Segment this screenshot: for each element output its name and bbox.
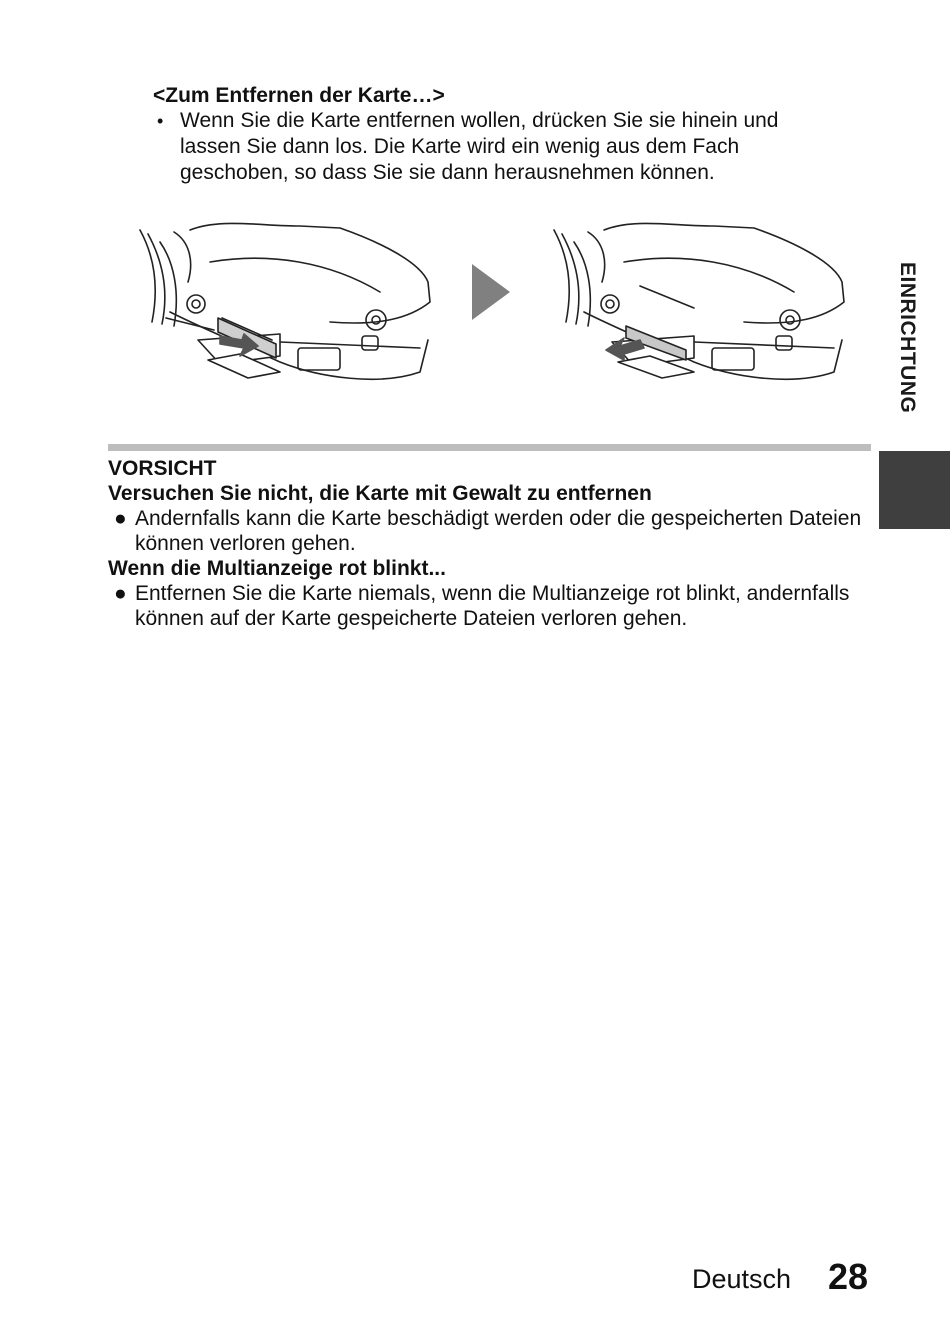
chapter-tab-marker xyxy=(879,451,950,529)
caution-item-heading: Wenn die Multianzeige rot blinkt... xyxy=(108,557,446,580)
camera-card-pushed-drawing xyxy=(140,223,430,379)
bullet-marker: ● xyxy=(114,582,127,605)
bullet-marker: ● xyxy=(114,507,127,530)
caution-item-heading: Versuchen Sie nicht, die Karte mit Gewalt zu entfernen xyxy=(108,482,652,505)
caution-title: VORSICHT xyxy=(108,457,217,480)
caution-box xyxy=(108,456,868,631)
footer-language: Deutsch xyxy=(692,1264,792,1294)
caution-item-text: Andernfalls kann die Karte beschädigt werden oder die gespeicherten Dateien können verloren gehen. xyxy=(135,507,862,555)
removal-instruction-text: Wenn Sie die Karte entfernen wollen, drücken Sie sie hinein und lassen Sie dann los. Die Karte wird ein wenig aus dem Fach geschoben, so dass Sie sie dann herausnehmen können. xyxy=(180,109,779,184)
removal-instruction xyxy=(157,108,840,186)
caution-item-bullet xyxy=(108,581,868,631)
caution-item-bullet xyxy=(108,506,868,556)
next-step-arrow-icon xyxy=(472,264,510,320)
card-removal-illustration xyxy=(130,222,860,394)
bullet-marker: • xyxy=(157,111,164,131)
caution-item-text: Entfernen Sie die Karte niemals, wenn die Multianzeige rot blinkt, andernfalls können auf der Karte gespeicherte Dateien verloren gehen. xyxy=(135,582,850,630)
section-heading: <Zum Entfernen der Karte…> xyxy=(153,84,445,107)
camera-card-ejected-drawing xyxy=(554,223,844,379)
chapter-tab-label: EINRICHTUNG xyxy=(896,262,919,414)
caution-divider xyxy=(108,444,871,451)
page-number: 28 xyxy=(828,1256,869,1297)
